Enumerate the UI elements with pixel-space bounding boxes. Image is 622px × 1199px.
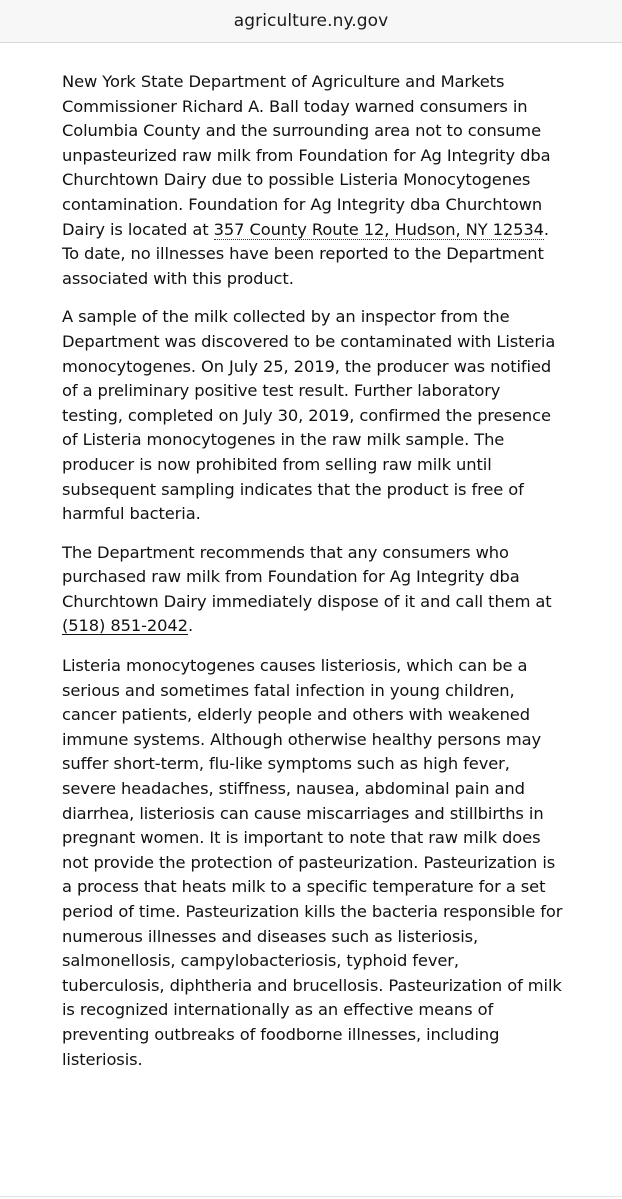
- paragraph-3: [62, 541, 566, 639]
- paragraph-3-text-before: The Department recommends that any consumers who purchased raw milk from Foundation for Ag Integrity dba Churchtown Dairy immediately dispose of it and call them at: [62, 542, 552, 611]
- url-domain[interactable]: agriculture.ny.gov: [233, 11, 389, 31]
- paragraph-3-text-after: .: [187, 616, 194, 636]
- address-bar[interactable]: [0, 0, 622, 43]
- phone-link[interactable]: (518) 851-2042: [62, 616, 188, 636]
- paragraph-1-text-after: . To date, no illnesses have been reported to the Department associated with this product.: [62, 219, 549, 288]
- paragraph-4: Listeria monocytogenes causes listeriosis, which can be a serious and sometimes fatal infection in young children, cancer patients, elderly people and others with weakened immune systems. Although otherwise healthy persons may suffer short-term, flu-like symptoms such as high fever, severe headaches, stiffness, nausea, abdominal pain and diarrhea, listeriosis can cause miscarriages and stillbirths in pregnant women. It is important to note that raw milk does not provide the protection of pasteurization. Pasteurization is a process that heats milk to a specific temperature for a set period of time. Pasteurization kills the bacteria responsible for numerous illnesses and diseases such as listeriosis, salmonellosis, campylobacteriosis, typhoid fever, tuberculosis, diphtheria and brucellosis. Pasteurization of milk is recognized internationally as an effective means of preventing outbreaks of foodborne illnesses, including listeriosis.: [62, 656, 563, 1069]
- paragraph-1: [62, 70, 566, 291]
- paragraph-2: A sample of the milk collected by an inspector from the Department was discovered to be contaminated with Listeria monocytogenes. On July 25, 2019, the producer was notified of a preliminary positive test result. Further laboratory testing, completed on July 30, 2019, confirmed the presence of Listeria monocytogenes in the raw milk sample. The producer is now prohibited from selling raw milk until subsequent sampling indicates that the product is free of harmful bacteria.: [62, 307, 556, 524]
- address-link[interactable]: 357 County Route 12, Hudson, NY 12534: [213, 219, 544, 239]
- bottom-divider: [0, 1196, 622, 1197]
- paragraph-1-text-before: New York State Department of Agriculture and Markets Commissioner Richard A. Ball today warned consumers in Columbia County and the surrounding area not to consume unpasteurized raw milk from Foundation for Ag Integrity dba Churchtown Dairy due to possible Listeria Monocytogenes contamination. Foundation for Ag Integrity dba Churchtown Dairy is located at: [62, 72, 551, 239]
- article-body: [62, 70, 566, 1086]
